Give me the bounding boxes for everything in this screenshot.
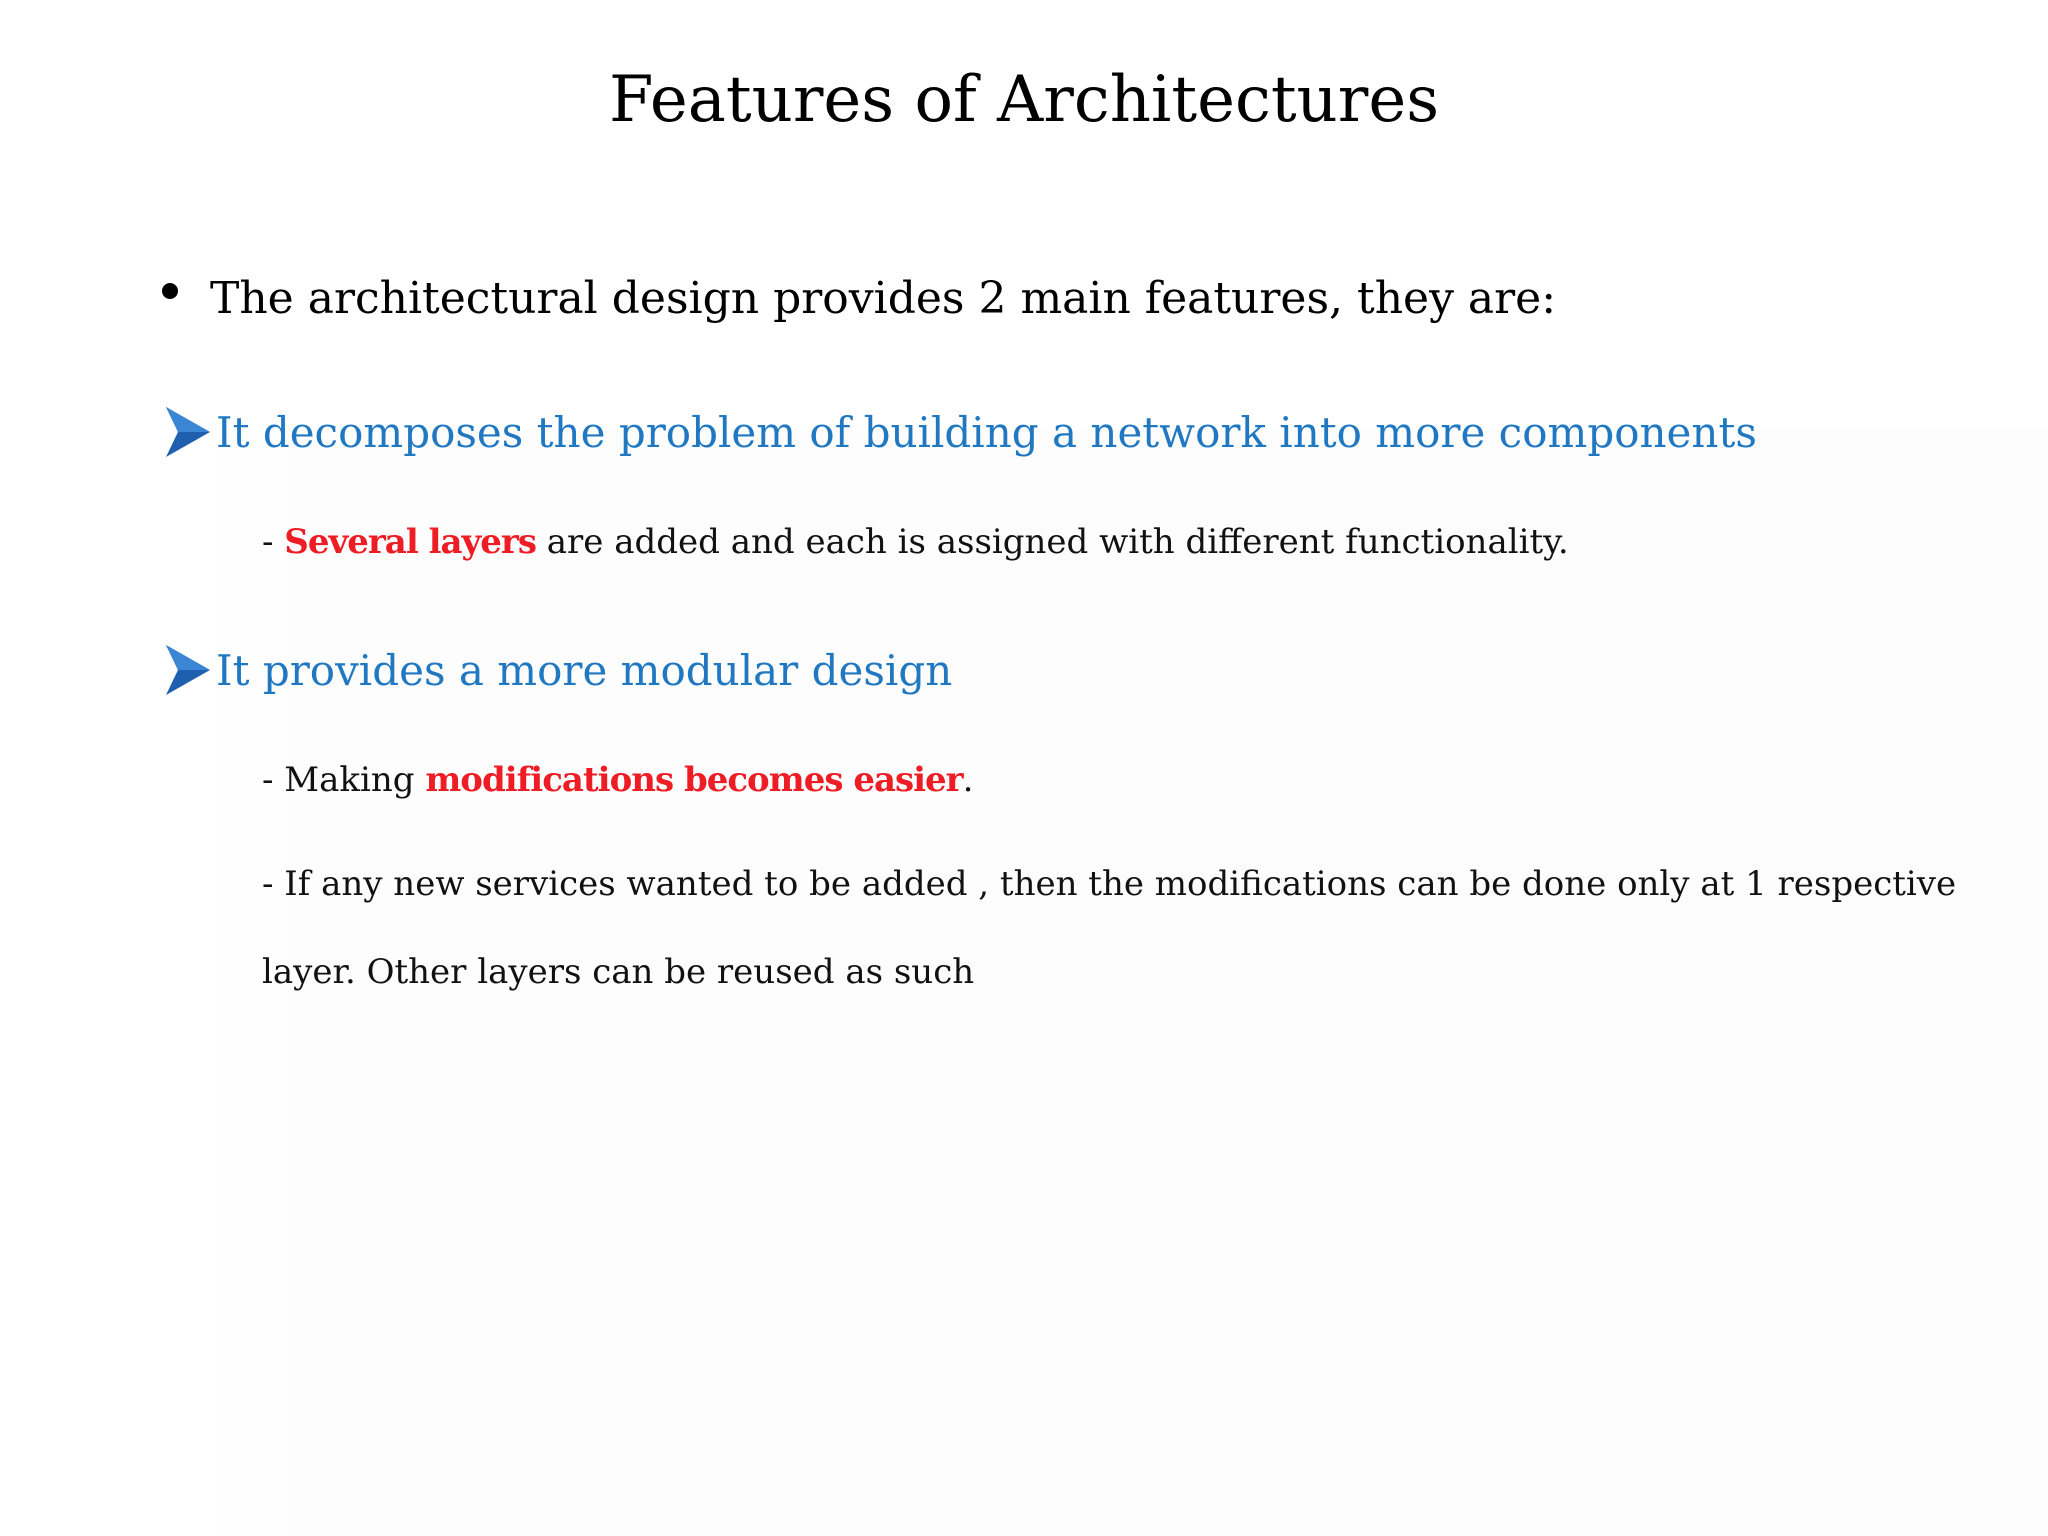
feature-heading-2 <box>164 640 952 700</box>
arrowhead-icon <box>164 405 212 459</box>
feature-heading-1-text: It decomposes the problem of building a network into more components <box>216 407 1757 457</box>
feature-1-highlight: Several layers <box>284 522 536 562</box>
feature-2-detail <box>262 756 973 804</box>
feature-1-detail-suffix: are added and each is assigned with different functionality. <box>535 522 1569 562</box>
feature-2-highlight: modifications becomes easier <box>425 760 963 800</box>
feature-heading-1 <box>164 402 1757 462</box>
bullet-dot-icon <box>162 283 178 299</box>
feature-2-extra-line-1: - If any new services wanted to be added , then the modifications can be done only at 1 respective <box>262 864 1957 904</box>
feature-2-detail-suffix: . <box>962 760 974 800</box>
slide-title: Features of Architectures <box>608 63 1440 137</box>
feature-1-detail-prefix: - <box>262 522 285 562</box>
arrowhead-icon <box>164 643 212 697</box>
feature-2-extra-line-2: layer. Other layers can be reused as such <box>262 952 975 992</box>
intro-bullet <box>162 266 1556 330</box>
feature-2-detail-prefix: - Making <box>262 760 426 800</box>
intro-text: The architectural design provides 2 main features, they are: <box>210 272 1557 324</box>
feature-heading-2-text: It provides a more modular design <box>216 645 953 695</box>
feature-1-detail <box>262 518 1569 566</box>
